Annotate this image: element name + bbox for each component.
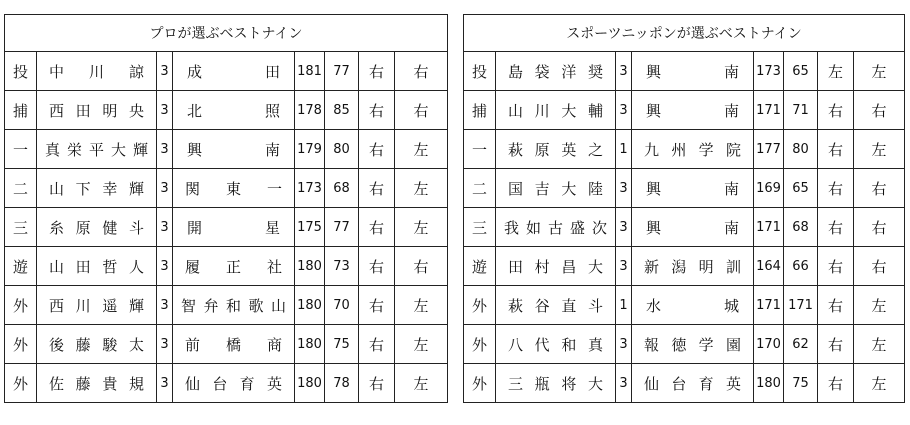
player-name-cell [496, 130, 616, 169]
position-cell: 遊 [464, 247, 496, 286]
position-cell: 三 [464, 208, 496, 247]
position-cell: 外 [464, 364, 496, 403]
height-cell: 171 [754, 91, 784, 130]
table-body [464, 52, 905, 403]
weight-cell: 65 [784, 52, 818, 91]
school-cell [173, 130, 295, 169]
bats-cell: 右 [854, 169, 905, 208]
player-name-cell [37, 286, 157, 325]
weight-cell: 71 [784, 91, 818, 130]
throws-cell: 右 [359, 130, 395, 169]
throws-cell: 右 [818, 130, 854, 169]
player-name-cell-text: 佐 藤 貴 規 [49, 374, 144, 393]
player-name-cell-text: 我 如 古 盛 次 [504, 218, 607, 237]
table-row [464, 208, 905, 247]
grade-cell: 3 [157, 247, 173, 286]
table-title-row [464, 15, 905, 52]
school-cell-text: 成 田 [187, 62, 280, 81]
height-cell: 180 [754, 364, 784, 403]
school-cell-text: 前 橋 商 [185, 335, 282, 354]
grade-cell: 3 [157, 208, 173, 247]
weight-cell: 68 [325, 169, 359, 208]
school-cell [632, 91, 754, 130]
table-row [5, 130, 448, 169]
throws-cell: 右 [359, 364, 395, 403]
grade-cell: 3 [157, 325, 173, 364]
height-cell: 179 [295, 130, 325, 169]
weight-cell: 65 [784, 169, 818, 208]
position-cell: 外 [5, 286, 37, 325]
player-name-cell-text: 八 代 和 真 [508, 335, 603, 354]
table-title: スポーツニッポンが選ぶベストナイン [464, 15, 905, 52]
position-cell: 投 [464, 52, 496, 91]
bats-cell: 左 [395, 286, 448, 325]
player-name-cell-text: 山 下 幸 輝 [49, 179, 144, 198]
school-cell-text: 水 城 [646, 296, 739, 315]
height-cell: 173 [295, 169, 325, 208]
weight-cell: 77 [325, 208, 359, 247]
table-row [5, 286, 448, 325]
position-cell: 二 [464, 169, 496, 208]
grade-cell: 3 [157, 52, 173, 91]
school-cell [632, 130, 754, 169]
bats-cell: 右 [395, 52, 448, 91]
table-body [5, 52, 448, 403]
weight-cell: 85 [325, 91, 359, 130]
bats-cell: 左 [854, 364, 905, 403]
bats-cell: 左 [395, 364, 448, 403]
player-name-cell [496, 364, 616, 403]
school-cell [173, 208, 295, 247]
table-row [464, 325, 905, 364]
school-cell-text: 興 南 [646, 62, 739, 81]
grade-cell: 3 [616, 91, 632, 130]
player-name-cell-text: 西 川 遥 輝 [49, 296, 144, 315]
weight-cell: 171 [784, 286, 818, 325]
player-name-cell-text: 国 吉 大 陸 [508, 179, 603, 198]
school-cell [632, 169, 754, 208]
player-name-cell [496, 52, 616, 91]
table-row [5, 52, 448, 91]
player-name-cell-text: 糸 原 健 斗 [49, 218, 144, 237]
player-name-cell-text: 西 田 明 央 [49, 101, 144, 120]
grade-cell: 3 [616, 52, 632, 91]
grade-cell: 3 [157, 91, 173, 130]
school-cell [173, 247, 295, 286]
player-name-cell [37, 247, 157, 286]
school-cell-text: 興 南 [646, 179, 739, 198]
school-cell [632, 286, 754, 325]
table-row [5, 208, 448, 247]
throws-cell: 右 [818, 286, 854, 325]
throws-cell: 右 [359, 325, 395, 364]
player-name-cell-text: 後 藤 駿 太 [49, 335, 144, 354]
bats-cell: 右 [854, 208, 905, 247]
bats-cell: 右 [854, 247, 905, 286]
grade-cell: 3 [616, 364, 632, 403]
bats-cell: 左 [854, 52, 905, 91]
school-cell-text: 新 潟 明 訓 [644, 257, 741, 276]
position-cell: 一 [5, 130, 37, 169]
bats-cell: 左 [395, 208, 448, 247]
throws-cell: 右 [818, 325, 854, 364]
grade-cell: 3 [157, 286, 173, 325]
throws-cell: 右 [359, 91, 395, 130]
bats-cell: 右 [395, 247, 448, 286]
player-name-cell-text: 山 川 大 輔 [508, 101, 603, 120]
player-name-cell [496, 325, 616, 364]
throws-cell: 右 [359, 169, 395, 208]
school-cell-text: 智 弁 和 歌 山 [181, 296, 286, 315]
weight-cell: 62 [784, 325, 818, 364]
school-cell [173, 52, 295, 91]
sponichi-best-nine-table [463, 14, 905, 403]
player-name-cell [37, 208, 157, 247]
throws-cell: 右 [818, 208, 854, 247]
position-cell: 二 [5, 169, 37, 208]
school-cell [173, 325, 295, 364]
bats-cell: 左 [395, 325, 448, 364]
school-cell-text: 興 南 [187, 140, 280, 159]
player-name-cell-text: 真 栄 平 大 輝 [45, 140, 148, 159]
table-row [464, 364, 905, 403]
weight-cell: 78 [325, 364, 359, 403]
player-name-cell [37, 91, 157, 130]
school-cell [632, 325, 754, 364]
table-row [464, 130, 905, 169]
weight-cell: 80 [784, 130, 818, 169]
throws-cell: 右 [818, 247, 854, 286]
player-name-cell-text: 三 瓶 将 大 [508, 374, 603, 393]
school-cell [173, 91, 295, 130]
throws-cell: 右 [818, 364, 854, 403]
position-cell: 外 [464, 286, 496, 325]
table-row [464, 52, 905, 91]
school-cell [632, 208, 754, 247]
table-row [5, 169, 448, 208]
height-cell: 173 [754, 52, 784, 91]
grade-cell: 3 [616, 208, 632, 247]
school-cell-text: 履 正 社 [185, 257, 282, 276]
school-cell-text: 九 州 学 院 [644, 140, 741, 159]
player-name-cell [496, 247, 616, 286]
position-cell: 三 [5, 208, 37, 247]
school-cell [173, 364, 295, 403]
bats-cell: 左 [395, 130, 448, 169]
position-cell: 外 [464, 325, 496, 364]
school-cell [632, 247, 754, 286]
grade-cell: 1 [616, 130, 632, 169]
table-title-row [5, 15, 448, 52]
school-cell [173, 169, 295, 208]
grade-cell: 3 [616, 169, 632, 208]
throws-cell: 右 [359, 286, 395, 325]
school-cell-text: 興 南 [646, 218, 739, 237]
height-cell: 180 [295, 325, 325, 364]
weight-cell: 75 [784, 364, 818, 403]
school-cell-text: 北 照 [187, 101, 280, 120]
player-name-cell-text: 中 川 諒 [49, 62, 144, 81]
height-cell: 177 [754, 130, 784, 169]
player-name-cell [37, 52, 157, 91]
throws-cell: 右 [359, 247, 395, 286]
school-cell-text: 仙 台 育 英 [644, 374, 741, 393]
weight-cell: 77 [325, 52, 359, 91]
school-cell-text: 仙 台 育 英 [185, 374, 282, 393]
player-name-cell-text: 島 袋 洋 奨 [508, 62, 603, 81]
grade-cell: 3 [157, 364, 173, 403]
height-cell: 175 [295, 208, 325, 247]
weight-cell: 68 [784, 208, 818, 247]
height-cell: 181 [295, 52, 325, 91]
height-cell: 171 [754, 208, 784, 247]
position-cell: 捕 [5, 91, 37, 130]
table-row [464, 169, 905, 208]
school-cell-text: 関 東 一 [185, 179, 282, 198]
player-name-cell-text: 萩 原 英 之 [508, 140, 603, 159]
player-name-cell [37, 364, 157, 403]
throws-cell: 右 [818, 169, 854, 208]
table-row [464, 247, 905, 286]
weight-cell: 80 [325, 130, 359, 169]
table-title: プロが選ぶベストナイン [5, 15, 448, 52]
grade-cell: 3 [157, 169, 173, 208]
school-cell-text: 報 徳 学 園 [644, 335, 741, 354]
table-row [5, 325, 448, 364]
player-name-cell [496, 169, 616, 208]
height-cell: 169 [754, 169, 784, 208]
throws-cell: 右 [359, 208, 395, 247]
position-cell: 遊 [5, 247, 37, 286]
table-row [5, 91, 448, 130]
grade-cell: 3 [616, 247, 632, 286]
player-name-cell-text: 山 田 哲 人 [49, 257, 144, 276]
height-cell: 170 [754, 325, 784, 364]
player-name-cell [37, 325, 157, 364]
weight-cell: 66 [784, 247, 818, 286]
weight-cell: 73 [325, 247, 359, 286]
height-cell: 180 [295, 247, 325, 286]
height-cell: 180 [295, 286, 325, 325]
grade-cell: 3 [616, 325, 632, 364]
school-cell-text: 開 星 [187, 218, 280, 237]
bats-cell: 左 [854, 325, 905, 364]
bats-cell: 右 [854, 91, 905, 130]
player-name-cell-text: 萩 谷 直 斗 [508, 296, 603, 315]
school-cell-text: 興 南 [646, 101, 739, 120]
position-cell: 捕 [464, 91, 496, 130]
height-cell: 171 [754, 286, 784, 325]
player-name-cell [496, 286, 616, 325]
table-row [5, 247, 448, 286]
height-cell: 164 [754, 247, 784, 286]
table-row [464, 91, 905, 130]
player-name-cell [37, 130, 157, 169]
throws-cell: 左 [818, 52, 854, 91]
player-name-cell [496, 91, 616, 130]
bats-cell: 右 [395, 91, 448, 130]
position-cell: 一 [464, 130, 496, 169]
player-name-cell [37, 169, 157, 208]
school-cell [632, 52, 754, 91]
grade-cell: 1 [616, 286, 632, 325]
weight-cell: 75 [325, 325, 359, 364]
school-cell [632, 364, 754, 403]
school-cell [173, 286, 295, 325]
table-row [464, 286, 905, 325]
height-cell: 178 [295, 91, 325, 130]
bats-cell: 左 [854, 286, 905, 325]
position-cell: 外 [5, 325, 37, 364]
position-cell: 投 [5, 52, 37, 91]
position-cell: 外 [5, 364, 37, 403]
pro-best-nine-table [4, 14, 448, 403]
grade-cell: 3 [157, 130, 173, 169]
height-cell: 180 [295, 364, 325, 403]
bats-cell: 左 [395, 169, 448, 208]
throws-cell: 右 [359, 52, 395, 91]
player-name-cell-text: 田 村 昌 大 [508, 257, 603, 276]
player-name-cell [496, 208, 616, 247]
throws-cell: 右 [818, 91, 854, 130]
weight-cell: 70 [325, 286, 359, 325]
table-row [5, 364, 448, 403]
bats-cell: 左 [854, 130, 905, 169]
